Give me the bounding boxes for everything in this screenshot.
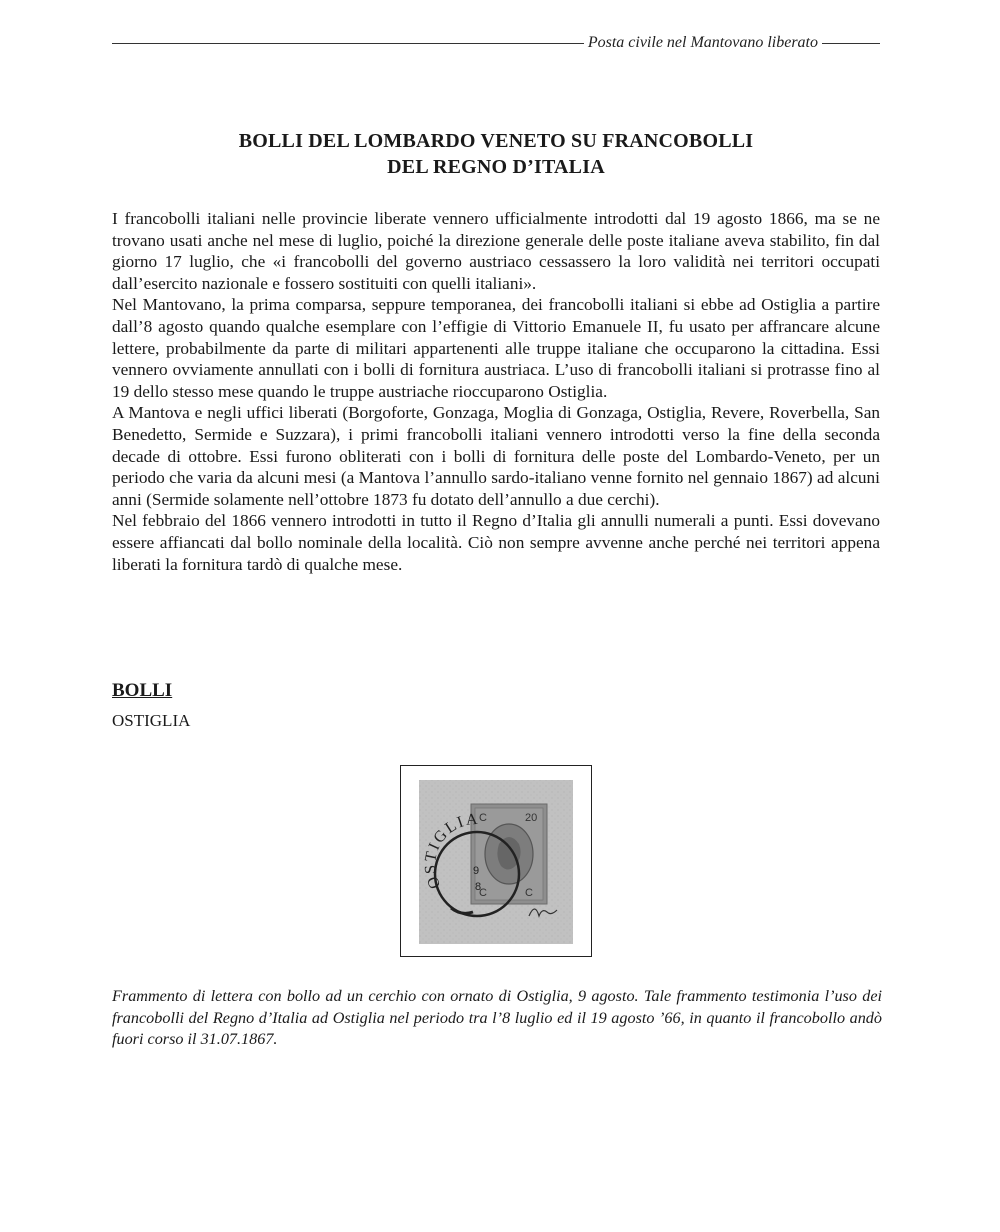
stamp-value: 20 bbox=[525, 812, 538, 824]
body-text bbox=[112, 208, 880, 575]
header-rule-left bbox=[112, 43, 584, 44]
paragraph: A Mantova e negli uffici liberati (Borgoforte, Gonzaga, Moglia di Gonzaga, Ostiglia, Revere, Roverbella, San Benedetto, Sermide e Suzzara), i primi francobolli italiani vennero introdotti verso la fine della seconda decade di ottobre. Essi furono obliterati con i bolli di fornitura delle poste del Lombardo-Veneto, per un periodo che varia da alcuni mesi (a Mantova l’annullo sardo-italiano venne fornito nel gennaio 1867) ad alcuni anni (Sermide solamente nell’ottobre 1873 fu dotato dell’annullo a due cerchi). bbox=[112, 403, 880, 509]
paragraph: I francobolli italiani nelle provincie liberate vennero ufficialmente introdotti dal 19 agosto 1866, ma se ne trovano usati anche nel mese di luglio, poiché la direzione generale delle poste italiane aveva stabilito, fin dal giorno 17 luglio, che «i francobolli del governo austriaco cessassero la loro validità nei territori occupati dall’esercito nazionale e fossero sostituiti con quelli italiani». bbox=[112, 209, 880, 293]
paragraph: Nel Mantovano, la prima comparsa, seppure temporanea, dei francobolli italiani si ebbe ad Ostiglia a partire dall’8 agosto quando qualche esemplare con l’effigie di Vittorio Emanuele II, fu usato per affrancare alcune lettere, probabilmente da parte di militari appartenenti alle truppe italiane che occuparono la cittadina. Essi vennero ovviamente annullati con i bolli di fornitura austriaca. L’uso di francobolli italiani si protrasse fino al 19 dello stesso mese quando le truppe austriache rioccuparono Ostiglia. bbox=[112, 295, 880, 401]
section-subheading: OSTIGLIA bbox=[112, 711, 191, 730]
running-header bbox=[112, 32, 880, 54]
stamp-corner-top: C bbox=[479, 812, 487, 824]
page-title bbox=[112, 128, 880, 180]
section-heading: BOLLI bbox=[112, 680, 173, 701]
postmark-text: OSTIGLIA bbox=[421, 810, 481, 891]
page-title-line-2: DEL REGNO D’ITALIA bbox=[387, 156, 605, 178]
stamp-image bbox=[401, 766, 591, 956]
stamp-corner-bottom-left: C bbox=[479, 887, 487, 899]
paragraph: Nel febbraio del 1866 vennero introdotti in tutto il Regno d’Italia gli annulli numerali a punti. Essi dovevano essere affiancati dal bollo nominale della località. Ciò non sempre avvenne anche perché nei territori appena liberati la fornitura tardò di qualche mese. bbox=[112, 511, 880, 574]
header-rule-right bbox=[822, 43, 880, 44]
stamp-corner-bottom-right: C bbox=[525, 887, 533, 899]
postmark-month: 8 bbox=[475, 881, 482, 893]
postage-stamp bbox=[471, 804, 547, 904]
stamp-figure bbox=[400, 765, 592, 957]
running-title: Posta civile nel Mantovano liberato bbox=[587, 34, 818, 51]
postmark-day: 9 bbox=[473, 865, 480, 877]
figure-caption: Frammento di lettera con bollo ad un cerchio con ornato di Ostiglia, 9 agosto. Tale frammento testimonia l’uso dei francobolli del Regno d’Italia ad Ostiglia nel periodo tra l’8 luglio ed il 19 agosto ’66, in quanto il francobollo andò fuori corso il 31.07.1867. bbox=[112, 987, 882, 1048]
page-title-line-1: BOLLI DEL LOMBARDO VENETO SU FRANCOBOLLI bbox=[238, 130, 754, 152]
